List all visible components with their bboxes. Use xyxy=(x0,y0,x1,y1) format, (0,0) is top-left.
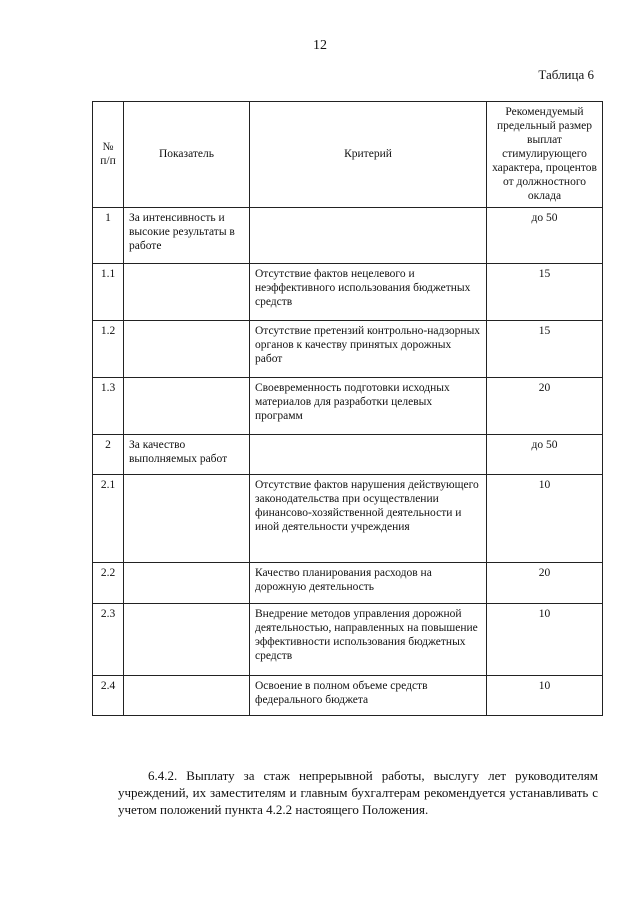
header-indicator: Показатель xyxy=(124,102,250,208)
row-number: 2.2 xyxy=(93,563,124,604)
table-row xyxy=(93,475,603,563)
header-max-payment: Рекомендуемый предельный размер выплат стимулирующего характера, процентов от должностного оклада xyxy=(487,102,603,208)
row-value: 15 xyxy=(487,321,603,378)
row-criterion: Отсутствие фактов нецелевого и неэффективного использования бюджетных средств xyxy=(250,264,487,321)
row-criterion: Отсутствие фактов нарушения действующего законодательства при осуществлении финансово-хозяйственной деятельности и иной деятельности учреждения xyxy=(250,475,487,563)
row-criterion: Качество планирования расходов на дорожную деятельность xyxy=(250,563,487,604)
row-number: 2.1 xyxy=(93,475,124,563)
row-indicator xyxy=(124,378,250,435)
row-value: 10 xyxy=(487,604,603,676)
row-number: 2.4 xyxy=(93,676,124,716)
row-criterion: Отсутствие претензий контрольно-надзорных органов к качеству принятых дорожных работ xyxy=(250,321,487,378)
row-indicator xyxy=(124,264,250,321)
row-criterion xyxy=(250,208,487,264)
row-number: 2 xyxy=(93,435,124,475)
row-number: 1.1 xyxy=(93,264,124,321)
section-6-4-2-paragraph: 6.4.2. Выплату за стаж непрерывной работы, выслугу лет руководителям учреждений, их заместителям и главным бухгалтерам рекомендуется устанавливать с учетом положений пункта 4.2.2 настоящего Положения. xyxy=(118,768,598,817)
table-row xyxy=(93,435,603,475)
table-header-row xyxy=(93,102,603,208)
table-row xyxy=(93,378,603,435)
table-caption: Таблица 6 xyxy=(538,67,594,82)
row-criterion xyxy=(250,435,487,475)
row-value: 10 xyxy=(487,676,603,716)
row-value: до 50 xyxy=(487,208,603,264)
row-criterion: Внедрение методов управления дорожной деятельностью, направленных на повышение эффективности использования бюджетных средств xyxy=(250,604,487,676)
row-indicator xyxy=(124,321,250,378)
row-number: 1.3 xyxy=(93,378,124,435)
row-number: 1.2 xyxy=(93,321,124,378)
header-criterion: Критерий xyxy=(250,102,487,208)
row-indicator xyxy=(124,563,250,604)
row-value: 10 xyxy=(487,475,603,563)
table-row xyxy=(93,676,603,716)
incentive-payments-table xyxy=(92,101,603,716)
row-indicator xyxy=(124,676,250,716)
table-row xyxy=(93,264,603,321)
row-indicator xyxy=(124,475,250,563)
table-row xyxy=(93,321,603,378)
page-number: 12 xyxy=(313,38,327,53)
row-number: 1 xyxy=(93,208,124,264)
header-number: № п/п xyxy=(93,102,124,208)
row-criterion: Своевременность подготовки исходных материалов для разработки целевых программ xyxy=(250,378,487,435)
row-value: 15 xyxy=(487,264,603,321)
row-indicator: За качество выполняемых работ xyxy=(124,435,250,475)
table-row xyxy=(93,208,603,264)
table-row xyxy=(93,604,603,676)
table-row xyxy=(93,563,603,604)
row-criterion: Освоение в полном объеме средств федерального бюджета xyxy=(250,676,487,716)
row-indicator: За интенсивность и высокие результаты в работе xyxy=(124,208,250,264)
row-value: 20 xyxy=(487,378,603,435)
row-value: до 50 xyxy=(487,435,603,475)
row-number: 2.3 xyxy=(93,604,124,676)
row-indicator xyxy=(124,604,250,676)
row-value: 20 xyxy=(487,563,603,604)
